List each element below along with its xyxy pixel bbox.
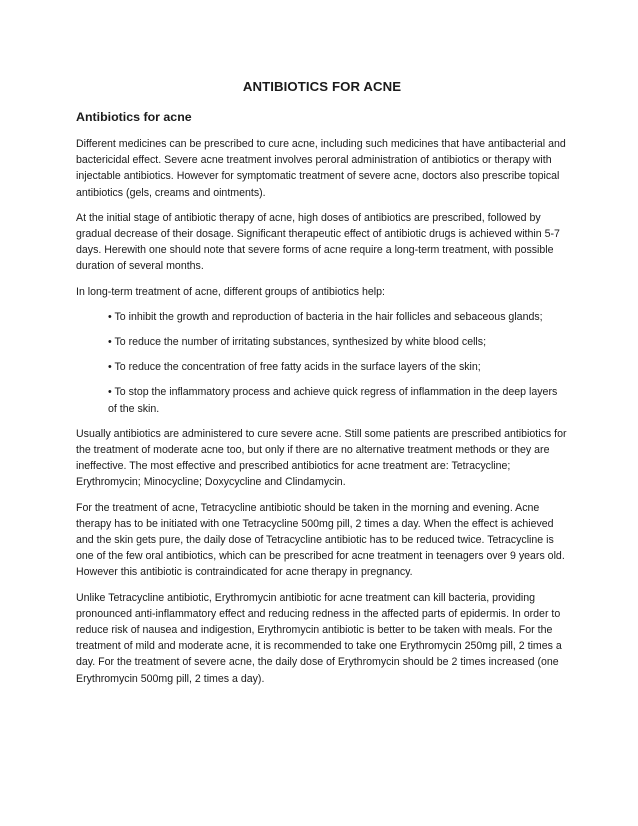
section-heading: Antibiotics for acne	[76, 110, 192, 124]
antibiotic-effects-list	[76, 309, 568, 417]
document-title: ANTIBIOTICS FOR ACNE	[242, 79, 402, 94]
paragraph-usage: Usually antibiotics are administered to cure severe acne. Still some patients are prescribed antibiotics for the treatment of moderate acne too, but only if there are no alternative treatment methods or they are ineffective. The most effective and prescribed antibiotics for acne treatment are: Tetracycline; Erythromycin; Minocycline; Doxycycline and Clindamycin.	[76, 427, 567, 489]
paragraph-long-term: In long-term treatment of acne, different groups of antibiotics help:	[76, 285, 385, 298]
list-item: • To stop the inflammatory process and achieve quick regress of inflammation in the deep layers of the skin.	[108, 386, 558, 415]
paragraph-initial-stage: At the initial stage of antibiotic therapy of acne, high doses of antibiotics are prescribed, followed by gradual decrease of their dosage. Significant therapeutic effect of antibiotic drugs is achieved within 5-7 days. Herewith one should note that severe forms of acne require a long-term treatment, with possible duration of several months.	[76, 211, 560, 273]
list-item: • To inhibit the growth and reproduction of bacteria in the hair follicles and sebaceous glands;	[108, 310, 543, 323]
list-item: • To reduce the number of irritating substances, synthesized by white blood cells;	[108, 336, 487, 349]
paragraph-intro: Different medicines can be prescribed to cure acne, including such medicines that have antibacterial and bactericidal effect. Severe acne treatment involves peroral administration of antibiotics or therapy with injectable antibiotics. However for symptomatic treatment of severe acne, doctors also prescribe topical antibiotics (gels, creams and ointments).	[76, 138, 566, 199]
paragraph-tetracycline: For the treatment of acne, Tetracycline antibiotic should be taken in the morning and evening. Acne therapy has to be initiated with one Tetracycline 500mg pill, 2 times a day. When the effect is achieved and the skin gets pure, the daily dose of Tetracycline antibiotic has to be reduced twice. Tetracycline is one of the few oral antibiotics, which can be prescribed for acne treatment in teenagers over 9 years old. However this antibiotic is contraindicated for acne therapy in pregnancy.	[76, 501, 565, 579]
list-item: • To reduce the concentration of free fatty acids in the surface layers of the skin;	[108, 361, 481, 374]
paragraph-erythromycin: Unlike Tetracycline antibiotic, Erythromycin antibiotic for acne treatment can kill bacteria, providing pronounced anti-inflammatory effect and reducing redness in the affected parts of epidermis. In order to reduce risk of nausea and indigestion, Erythromycin antibiotic is better to be taken with meals. For the treatment of mild and moderate acne, it is recommended to take one Erythromycin 250mg pill, 2 times a day. For the treatment of severe acne, the daily dose of Erythromycin should be 2 times increased (one Erythromycin 500mg pill, 2 times a day).	[76, 591, 562, 685]
